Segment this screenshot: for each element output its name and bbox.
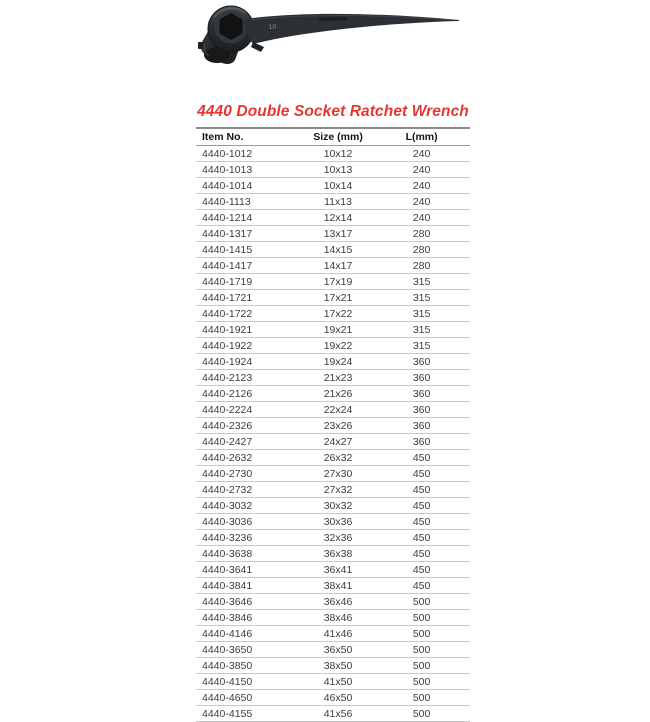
table-row	[196, 370, 470, 386]
table-row	[196, 658, 470, 674]
length-cell: 450	[373, 578, 470, 594]
table-row	[196, 242, 470, 258]
size-cell: 30x36	[303, 514, 373, 530]
length-cell: 315	[373, 306, 470, 322]
item-no-cell: 4440-2126	[196, 386, 303, 402]
size-cell: 36x50	[303, 642, 373, 658]
item-no-cell: 4440-2427	[196, 434, 303, 450]
item-no-cell: 4440-1013	[196, 162, 303, 178]
size-cell: 14x17	[303, 258, 373, 274]
length-cell: 240	[373, 146, 470, 162]
table-row	[196, 386, 470, 402]
table-row	[196, 178, 470, 194]
length-cell: 500	[373, 674, 470, 690]
length-cell: 450	[373, 562, 470, 578]
length-cell: 450	[373, 530, 470, 546]
item-no-cell: 4440-2730	[196, 466, 303, 482]
table-row	[196, 418, 470, 434]
item-no-cell: 4440-3236	[196, 530, 303, 546]
table-row	[196, 498, 470, 514]
table-row	[196, 434, 470, 450]
table-row	[196, 322, 470, 338]
size-cell: 10x13	[303, 162, 373, 178]
length-cell: 280	[373, 258, 470, 274]
table-row	[196, 210, 470, 226]
size-cell: 23x26	[303, 418, 373, 434]
length-cell: 280	[373, 226, 470, 242]
item-no-cell: 4440-1317	[196, 226, 303, 242]
size-cell: 24x27	[303, 434, 373, 450]
table-row	[196, 466, 470, 482]
size-cell: 27x30	[303, 466, 373, 482]
length-cell: 500	[373, 642, 470, 658]
length-cell: 360	[373, 370, 470, 386]
size-marking: 10	[268, 23, 277, 31]
size-cell: 36x46	[303, 594, 373, 610]
size-cell: 12x14	[303, 210, 373, 226]
table-row	[196, 578, 470, 594]
reverse-lever	[251, 42, 264, 52]
item-no-cell: 4440-2224	[196, 402, 303, 418]
size-cell: 41x46	[303, 626, 373, 642]
table-row	[196, 146, 470, 162]
length-cell: 500	[373, 610, 470, 626]
size-cell: 13x17	[303, 226, 373, 242]
table-row	[196, 162, 470, 178]
length-cell: 500	[373, 626, 470, 642]
item-no-cell: 4440-3036	[196, 514, 303, 530]
length-cell: 360	[373, 434, 470, 450]
item-no-cell: 4440-4150	[196, 674, 303, 690]
table-row	[196, 482, 470, 498]
size-cell: 38x46	[303, 610, 373, 626]
length-cell: 360	[373, 402, 470, 418]
item-no-cell: 4440-1415	[196, 242, 303, 258]
header-row	[196, 128, 470, 146]
size-cell: 17x22	[303, 306, 373, 322]
size-cell: 38x41	[303, 578, 373, 594]
length-cell: 450	[373, 482, 470, 498]
item-no-cell: 4440-4155	[196, 706, 303, 722]
table-row	[196, 546, 470, 562]
item-no-cell: 4440-3032	[196, 498, 303, 514]
table-row	[196, 290, 470, 306]
length-cell: 450	[373, 450, 470, 466]
length-cell: 360	[373, 386, 470, 402]
size-cell: 14x15	[303, 242, 373, 258]
item-no-cell: 4440-1014	[196, 178, 303, 194]
item-no-cell: 4440-1722	[196, 306, 303, 322]
length-cell: 500	[373, 690, 470, 706]
item-no-cell: 4440-2123	[196, 370, 303, 386]
item-no-cell: 4440-1719	[196, 274, 303, 290]
item-no-cell: 4440-4146	[196, 626, 303, 642]
length-cell: 450	[373, 514, 470, 530]
size-cell: 11x13	[303, 194, 373, 210]
table-row	[196, 402, 470, 418]
length-cell: 240	[373, 210, 470, 226]
length-cell: 315	[373, 290, 470, 306]
item-no-cell: 4440-3646	[196, 594, 303, 610]
length-cell: 450	[373, 466, 470, 482]
length-cell: 360	[373, 354, 470, 370]
length-cell: 450	[373, 546, 470, 562]
handle	[245, 14, 459, 52]
table-row	[196, 514, 470, 530]
table-row	[196, 306, 470, 322]
item-no-cell: 4440-1012	[196, 146, 303, 162]
size-cell: 46x50	[303, 690, 373, 706]
item-no-cell: 4440-1922	[196, 338, 303, 354]
size-cell: 38x50	[303, 658, 373, 674]
item-no-cell: 4440-3641	[196, 562, 303, 578]
table-row	[196, 594, 470, 610]
table-row	[196, 274, 470, 290]
item-no-cell: 4440-1113	[196, 194, 303, 210]
spec-table-body	[196, 146, 470, 722]
length-cell: 500	[373, 658, 470, 674]
item-no-cell: 4440-1924	[196, 354, 303, 370]
product-photo	[193, 2, 463, 64]
size-cell: 19x21	[303, 322, 373, 338]
table-row	[196, 258, 470, 274]
spec-table-head	[196, 128, 470, 146]
table-row	[196, 354, 470, 370]
size-cell: 36x38	[303, 546, 373, 562]
item-no-cell: 4440-4650	[196, 690, 303, 706]
spec-table	[196, 127, 470, 722]
size-cell: 10x14	[303, 178, 373, 194]
item-no-cell: 4440-2732	[196, 482, 303, 498]
item-no-cell: 4440-3841	[196, 578, 303, 594]
table-row	[196, 674, 470, 690]
size-cell: 10x12	[303, 146, 373, 162]
size-cell: 21x26	[303, 386, 373, 402]
length-cell: 450	[373, 498, 470, 514]
wrench-image	[193, 2, 463, 64]
header-length: L(mm)	[373, 128, 470, 146]
size-cell: 41x50	[303, 674, 373, 690]
item-no-cell: 4440-1214	[196, 210, 303, 226]
size-cell: 32x36	[303, 530, 373, 546]
item-no-cell: 4440-1417	[196, 258, 303, 274]
item-no-cell: 4440-2632	[196, 450, 303, 466]
table-row	[196, 690, 470, 706]
table-row	[196, 562, 470, 578]
length-cell: 500	[373, 594, 470, 610]
size-cell: 21x23	[303, 370, 373, 386]
item-no-cell: 4440-2326	[196, 418, 303, 434]
item-no-cell: 4440-3846	[196, 610, 303, 626]
length-cell: 500	[373, 706, 470, 722]
length-cell: 240	[373, 178, 470, 194]
size-cell: 19x24	[303, 354, 373, 370]
table-row	[196, 338, 470, 354]
table-row	[196, 194, 470, 210]
header-item-no: Item No.	[196, 128, 303, 146]
item-no-cell: 4440-3650	[196, 642, 303, 658]
table-row	[196, 706, 470, 722]
length-cell: 240	[373, 162, 470, 178]
table-row	[196, 450, 470, 466]
length-cell: 315	[373, 274, 470, 290]
size-cell: 17x19	[303, 274, 373, 290]
header-size: Size (mm)	[303, 128, 373, 146]
table-row	[196, 626, 470, 642]
length-cell: 315	[373, 322, 470, 338]
table-row	[196, 530, 470, 546]
item-no-cell: 4440-1921	[196, 322, 303, 338]
size-cell: 36x41	[303, 562, 373, 578]
size-cell: 41x56	[303, 706, 373, 722]
item-no-cell: 4440-1721	[196, 290, 303, 306]
size-cell: 19x22	[303, 338, 373, 354]
size-cell: 17x21	[303, 290, 373, 306]
size-cell: 26x32	[303, 450, 373, 466]
length-cell: 360	[373, 418, 470, 434]
size-cell: 22x24	[303, 402, 373, 418]
item-no-cell: 4440-3850	[196, 658, 303, 674]
table-row	[196, 610, 470, 626]
length-cell: 280	[373, 242, 470, 258]
length-cell: 315	[373, 338, 470, 354]
size-cell: 27x32	[303, 482, 373, 498]
page-title: 4440 Double Socket Ratchet Wrench	[197, 103, 469, 120]
size-cell: 30x32	[303, 498, 373, 514]
length-cell: 240	[373, 194, 470, 210]
item-no-cell: 4440-3638	[196, 546, 303, 562]
table-row	[196, 226, 470, 242]
